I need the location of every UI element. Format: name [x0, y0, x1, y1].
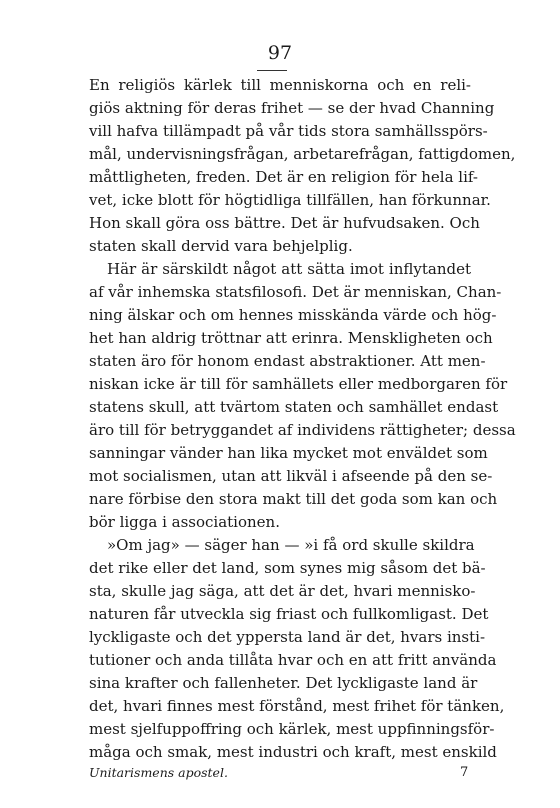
text-line: staten äro för honom endast abstraktioner. Att men-	[89, 352, 486, 370]
text-line: Hon skall göra oss bättre. Det är hufvudsaken. Och	[89, 214, 480, 232]
text-line: vet, icke blott för högtidliga tillfällen, han förkunnar.	[89, 191, 491, 209]
text-line: nare förbise den stora makt till det goda som kan och	[89, 490, 498, 508]
text-line: det rike eller det land, som synes mig såsom det bä-	[89, 559, 486, 577]
text-line: statens skull, att tvärtom staten och samhället endast	[89, 398, 499, 416]
text-line: staten skall dervid vara behjelplig.	[89, 237, 353, 255]
text-line: bör ligga i associationen.	[89, 513, 280, 531]
text-line: niskan icke är till för samhällets eller medborgaren för	[89, 375, 508, 393]
text-line: het han aldrig tröttnar att erinra. Menskligheten och	[89, 329, 493, 347]
text-line: af vår inhemska statsfilosofi. Det är menniskan, Chan-	[89, 283, 502, 301]
text-line: sina krafter och fallenheter. Det lyckligaste land är	[89, 674, 478, 692]
text-line: mest sjelfuppoffring och kärlek, mest uppfinningsför-	[89, 720, 495, 738]
text-line: måttligheten, freden. Det är en religion för hela lif-	[89, 168, 478, 186]
text-line: tutioner och anda tillåta hvar och en att fritt använda	[89, 651, 497, 669]
text-line: måga och smak, mest industri och kraft, mest enskild	[89, 743, 497, 761]
text-line: sanningar vänder han lika mycket mot enväldet som	[89, 444, 488, 462]
text-line: ning älskar och om hennes misskända värde och hög-	[89, 306, 497, 324]
footer-signature: Unitarismens apostel.	[89, 765, 228, 780]
text-line: mål, undervisningsfrågan, arbetarefrågan, fattigdomen,	[89, 145, 516, 163]
text-line: äro till för betryggandet af individens rättigheter; dessa	[89, 421, 516, 439]
text-line: Här är särskildt något att sätta imot inflytandet	[107, 260, 471, 278]
text-line: sta, skulle jag säga, att det är det, hvari mennisko-	[89, 582, 476, 600]
text-line: vill hafva tillämpadt på vår tids stora samhällsspörs-	[89, 122, 488, 140]
page-number: 97	[267, 42, 293, 64]
text-line: »Om jag» — säger han — »i få ord skulle skildra	[107, 536, 475, 554]
text-line: naturen får utveckla sig friast och fullkomligast. Det	[89, 605, 489, 623]
footer-sheet-number: 7	[460, 765, 469, 780]
page-number-rule	[257, 70, 287, 71]
text-line: lyckligaste och det yppersta land är det, hvars insti-	[89, 628, 486, 646]
text-line: mot socialismen, utan att likväl i afseende på den se-	[89, 467, 493, 485]
text-line: En religiös kärlek till menniskorna och en reli-	[89, 76, 471, 94]
text-line: giös aktning för deras frihet — se der hvad Channing	[89, 99, 495, 117]
text-line: det, hvari finnes mest förstånd, mest frihet för tänken,	[89, 697, 505, 715]
